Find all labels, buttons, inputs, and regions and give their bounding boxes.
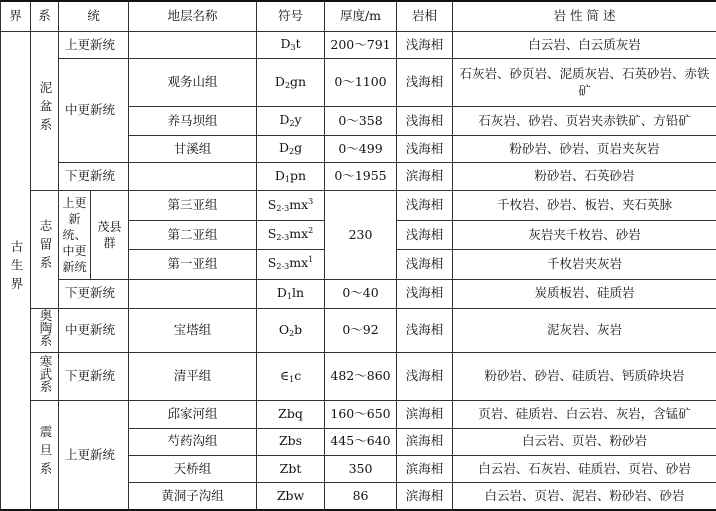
description-cell: 白云岩、页岩、泥岩、粉砂岩、砂岩	[453, 483, 716, 510]
table-row	[1, 352, 716, 400]
header-description: 岩 性 简 述	[453, 1, 716, 31]
system-label: 奥陶系	[37, 309, 53, 347]
system-label: 志留系	[37, 219, 53, 275]
header-formation: 地层名称	[129, 1, 257, 31]
facies-cell: 浅海相	[397, 308, 453, 352]
series-cell: 下更新统	[59, 163, 129, 191]
symbol-cell: $\in_1c$	[257, 352, 325, 400]
description-cell: 白云岩、石灰岩、硅质岩、页岩、砂岩	[453, 455, 716, 482]
era-cell	[1, 31, 31, 510]
system-silurian	[31, 191, 59, 309]
system-label: 寒武系	[37, 355, 53, 393]
facies-cell: 浅海相	[397, 191, 453, 220]
formation-cell: 养马坝组	[129, 107, 257, 135]
symbol-cell: $D_2g$	[257, 135, 325, 162]
symbol-cell: Zbq	[257, 401, 325, 428]
header-row	[1, 1, 716, 31]
description-cell: 白云岩、页岩、粉砂岩	[453, 428, 716, 455]
header-symbol: 符号	[257, 1, 325, 31]
symbol-cell: Zbt	[257, 455, 325, 482]
formation-cell: 观务山组	[129, 59, 257, 107]
thickness-cell: 200～791	[325, 31, 397, 58]
symbol-cell: $D_3t$	[257, 31, 325, 58]
header-tong: 统	[59, 1, 129, 31]
facies-cell: 浅海相	[397, 250, 453, 279]
thickness-cell: 0～1955	[325, 163, 397, 191]
description-cell: 千枚岩、砂岩、板岩、夹石英脉	[453, 191, 716, 220]
description-cell: 石灰岩、砂岩、页岩夹赤铁矿、方铅矿	[453, 107, 716, 135]
thickness-cell: 0～92	[325, 308, 397, 352]
formation-cell: 清平组	[129, 352, 257, 400]
description-cell: 粉砂岩、石英砂岩	[453, 163, 716, 191]
era-label: 古生界	[8, 240, 24, 296]
formation-cell: 甘溪组	[129, 135, 257, 162]
system-devonian	[31, 31, 59, 190]
facies-cell: 浅海相	[397, 59, 453, 107]
thickness-cell: 482～860	[325, 352, 397, 400]
formation-cell	[129, 279, 257, 308]
system-label: 震旦系	[37, 424, 53, 481]
symbol-cell: $D_1pn$	[257, 163, 325, 191]
formation-cell: 黄洞子沟组	[129, 483, 257, 510]
thickness-cell: 160～650	[325, 401, 397, 428]
description-cell: 石灰岩、砂页岩、泥质灰岩、石英砂岩、赤铁矿	[453, 59, 716, 107]
description-cell: 页岩、硅质岩、白云岩、灰岩，含锰矿	[453, 401, 716, 428]
thickness-cell: 0～499	[325, 135, 397, 162]
formation-cell: 邱家河组	[129, 401, 257, 428]
series-cell: 上更新统、中更新统	[59, 191, 91, 279]
symbol-cell: Zbw	[257, 483, 325, 510]
description-cell: 粉砂岩、砂岩、硅质岩、钙质砕块岩	[453, 352, 716, 400]
system-ordovician	[31, 308, 59, 352]
table-row	[1, 401, 716, 428]
facies-cell: 浅海相	[397, 352, 453, 400]
table-row	[1, 163, 716, 191]
thickness-cell: 86	[325, 483, 397, 510]
header-facies: 岩相	[397, 1, 453, 31]
symbol-cell: $O_2b$	[257, 308, 325, 352]
symbol-cell: $S_{2-3}mx^1$	[257, 250, 325, 279]
thickness-cell: 350	[325, 455, 397, 482]
description-cell: 粉砂岩、砂岩、页岩夹灰岩	[453, 135, 716, 162]
formation-cell: 芍药沟组	[129, 428, 257, 455]
system-cambrian	[31, 352, 59, 400]
formation-cell: 第二亚组	[129, 220, 257, 249]
thickness-cell: 0～40	[325, 279, 397, 308]
symbol-cell: $S_{2-3}mx^3$	[257, 191, 325, 220]
system-sinian	[31, 401, 59, 510]
header-thickness: 厚度/m	[325, 1, 397, 31]
symbol-cell: $D_1\ln$	[257, 279, 325, 308]
description-cell: 炭质板岩、硅质岩	[453, 279, 716, 308]
table-row	[1, 308, 716, 352]
description-cell: 白云岩、白云质灰岩	[453, 31, 716, 58]
table-row	[1, 279, 716, 308]
formation-cell	[129, 163, 257, 191]
table-row	[1, 59, 716, 107]
formation-cell: 宝塔组	[129, 308, 257, 352]
facies-cell: 滨海相	[397, 428, 453, 455]
formation-cell: 天桥组	[129, 455, 257, 482]
series-cell: 下更新统	[59, 279, 129, 308]
facies-cell: 滨海相	[397, 483, 453, 510]
facies-cell: 滨海相	[397, 163, 453, 191]
symbol-cell: $S_{2-3}mx^2$	[257, 220, 325, 249]
symbol-cell: Zbs	[257, 428, 325, 455]
header-xi: 系	[31, 1, 59, 31]
facies-cell: 浅海相	[397, 31, 453, 58]
table-row	[1, 191, 716, 220]
description-cell: 灰岩夹千枚岩、砂岩	[453, 220, 716, 249]
thickness-cell: 445～640	[325, 428, 397, 455]
table-row	[1, 31, 716, 58]
formation-cell	[129, 31, 257, 58]
description-cell: 千枚岩夹灰岩	[453, 250, 716, 279]
series-cell: 中更新统	[59, 59, 129, 163]
facies-cell: 浅海相	[397, 279, 453, 308]
series-cell: 上更新统	[59, 31, 129, 58]
facies-cell: 浅海相	[397, 135, 453, 162]
thickness-cell: 0～1100	[325, 59, 397, 107]
thickness-cell: 230	[325, 191, 397, 279]
symbol-cell: $D_2y$	[257, 107, 325, 135]
series-cell: 中更新统	[59, 308, 129, 352]
facies-cell: 浅海相	[397, 220, 453, 249]
formation-cell: 第三亚组	[129, 191, 257, 220]
thickness-cell: 0～358	[325, 107, 397, 135]
group-cell: 茂县群	[91, 191, 129, 279]
formation-cell: 第一亚组	[129, 250, 257, 279]
facies-cell: 滨海相	[397, 401, 453, 428]
facies-cell: 浅海相	[397, 107, 453, 135]
series-cell: 下更新统	[59, 352, 129, 400]
symbol-cell: $D_2gn$	[257, 59, 325, 107]
series-cell: 上更新统	[59, 401, 129, 510]
system-label: 泥盆系	[37, 80, 53, 137]
facies-cell: 滨海相	[397, 455, 453, 482]
header-jie: 界	[1, 1, 31, 31]
description-cell: 泥灰岩、灰岩	[453, 308, 716, 352]
